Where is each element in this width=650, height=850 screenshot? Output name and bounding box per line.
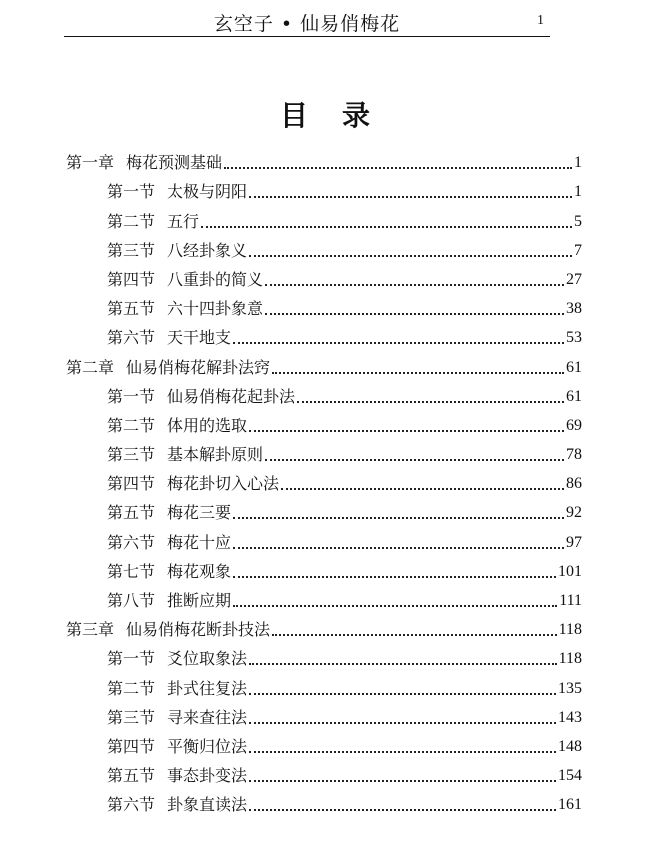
toc-section-entry[interactable]	[66, 730, 582, 759]
toc-entry-page: 61	[566, 387, 582, 405]
toc-entry-number: 第一节	[107, 386, 156, 406]
toc-entry-label	[107, 562, 231, 582]
toc-entry-label	[107, 679, 247, 699]
toc-entry-page: 7	[574, 241, 582, 259]
toc-section-entry[interactable]	[66, 642, 582, 671]
toc-entry-number: 第七节	[107, 561, 156, 581]
toc-entry-number: 第二节	[107, 415, 156, 435]
toc-entry-title: 梅花十应	[167, 532, 232, 552]
toc-entry-label	[107, 591, 231, 611]
dot-leader	[249, 255, 572, 257]
toc-section-entry[interactable]	[66, 467, 582, 496]
toc-entry-number: 第一章	[66, 153, 115, 173]
toc-entry-title: 卦式往复法	[167, 678, 248, 698]
dot-leader	[233, 547, 564, 549]
toc-section-entry[interactable]	[66, 263, 582, 292]
toc-entry-label	[107, 445, 263, 465]
dot-leader	[249, 196, 572, 198]
toc-section-entry[interactable]	[66, 584, 582, 613]
toc-entry-page: 27	[566, 270, 582, 288]
toc-chapter-entry[interactable]	[66, 350, 582, 379]
toc-entry-label	[107, 737, 247, 757]
toc-entry-number: 第八节	[107, 591, 156, 610]
toc-entry-number: 第三节	[107, 707, 156, 727]
toc-entry-page: 86	[566, 475, 582, 493]
toc-entry-page: 154	[558, 767, 582, 785]
toc-entry-page: 111	[559, 592, 582, 609]
toc-entry-title: 仙易俏梅花解卦法窍	[126, 357, 271, 377]
toc-entry-title: 八经卦象义	[167, 240, 248, 260]
toc-entry-number: 第二节	[107, 678, 156, 698]
toc-entry-label	[66, 358, 270, 378]
toc-entry-title: 仙易俏梅花断卦技法	[126, 620, 271, 640]
toc-entry-number: 第六节	[107, 328, 156, 348]
toc-entry-page: 61	[566, 358, 582, 376]
toc-entry-number: 第六节	[107, 795, 156, 815]
toc-entry-label	[107, 533, 231, 553]
dot-leader	[201, 226, 572, 228]
toc-section-entry[interactable]	[66, 234, 582, 263]
toc-entry-number: 第四节	[107, 269, 156, 289]
toc-entry-number: 第五节	[107, 766, 156, 786]
dot-leader	[249, 430, 564, 432]
toc-section-entry[interactable]	[66, 759, 582, 788]
dot-leader	[249, 751, 556, 753]
toc-entry-title: 平衡归位法	[167, 736, 248, 756]
toc-entry-label	[107, 708, 247, 728]
toc-entry-number: 第四节	[107, 474, 156, 494]
toc-entry-number: 第一节	[107, 182, 156, 202]
dot-leader	[272, 372, 564, 374]
toc-entry-number: 第三节	[107, 240, 156, 260]
toc-section-entry[interactable]	[66, 555, 582, 584]
toc-entry-page: 1	[574, 183, 582, 201]
toc-entry-page: 148	[558, 737, 582, 755]
toc-entry-page: 92	[566, 504, 582, 522]
toc-entry-label	[107, 387, 295, 407]
toc-entry-title: 仙易俏梅花起卦法	[167, 386, 296, 406]
dot-leader	[233, 517, 564, 519]
toc-section-entry[interactable]	[66, 525, 582, 554]
toc-entry-title: 六十四卦象意	[167, 299, 264, 319]
dot-leader	[233, 605, 557, 607]
toc-entry-page: 38	[566, 300, 582, 318]
toc-entry-title: 八重卦的简义	[167, 269, 264, 289]
toc-heading: 目录	[279, 99, 404, 132]
table-of-contents	[66, 146, 582, 817]
toc-entry-page: 118	[558, 621, 582, 639]
toc-entry-number: 第五节	[107, 299, 156, 319]
book-title: 玄空子 • 仙易俏梅花	[213, 13, 401, 35]
toc-entry-page: 78	[566, 446, 582, 464]
toc-entry-label	[107, 766, 247, 786]
dot-leader	[249, 693, 556, 695]
toc-entry-page: 97	[566, 533, 582, 551]
dot-leader	[265, 284, 564, 286]
toc-entry-number: 第三章	[66, 620, 115, 640]
toc-entry-page: 135	[558, 679, 582, 697]
toc-chapter-entry[interactable]	[66, 146, 582, 175]
toc-entry-title: 爻位取象法	[167, 649, 248, 669]
dot-leader	[233, 576, 556, 578]
toc-entry-page: 118	[558, 650, 582, 668]
toc-entry-label	[107, 503, 231, 523]
dot-leader	[249, 722, 556, 724]
toc-entry-page: 53	[566, 329, 582, 347]
toc-entry-title: 梅花卦切入心法	[167, 474, 280, 494]
running-header	[64, 8, 550, 37]
toc-entry-title: 基本解卦原则	[167, 445, 264, 465]
toc-entry-page: 101	[558, 562, 582, 580]
toc-section-entry[interactable]	[66, 671, 582, 700]
toc-section-entry[interactable]	[66, 496, 582, 525]
dot-leader	[249, 663, 557, 665]
toc-entry-title: 推断应期	[167, 591, 232, 610]
toc-entry-title: 体用的选取	[167, 415, 248, 435]
dot-leader	[281, 488, 564, 490]
page-number: 1	[537, 13, 544, 28]
dot-leader	[249, 780, 556, 782]
toc-section-entry[interactable]	[66, 175, 582, 204]
toc-section-entry[interactable]	[66, 409, 582, 438]
toc-entry-number: 第二节	[107, 211, 156, 231]
toc-entry-title: 梅花三要	[167, 503, 232, 523]
toc-entry-title: 卦象直读法	[167, 795, 248, 815]
dot-leader	[265, 313, 564, 315]
toc-entry-label	[107, 270, 263, 290]
toc-chapter-entry[interactable]	[66, 613, 582, 642]
toc-entry-title: 寻来查往法	[167, 707, 248, 727]
toc-entry-page: 1	[574, 154, 582, 172]
toc-entry-label	[66, 153, 222, 173]
toc-entry-number: 第二章	[66, 357, 115, 377]
toc-entry-title: 五行	[167, 211, 200, 231]
toc-entry-title: 梅花预测基础	[126, 153, 223, 173]
toc-entry-number: 第四节	[107, 736, 156, 756]
toc-entry-label	[107, 212, 199, 232]
toc-entry-number: 第一节	[107, 649, 156, 669]
toc-entry-number: 第三节	[107, 445, 156, 465]
toc-entry-page: 69	[566, 416, 582, 434]
toc-entry-title: 事态卦变法	[167, 766, 248, 786]
toc-entry-label	[107, 416, 247, 436]
toc-entry-label	[107, 474, 279, 494]
toc-entry-label	[66, 620, 270, 640]
toc-entry-label	[107, 649, 247, 669]
toc-entry-label	[107, 328, 231, 348]
toc-entry-label	[107, 795, 247, 815]
toc-entry-label	[107, 299, 263, 319]
toc-entry-title: 天干地支	[167, 328, 232, 348]
toc-section-entry[interactable]	[66, 438, 582, 467]
dot-leader	[249, 809, 556, 811]
toc-section-entry[interactable]	[66, 292, 582, 321]
toc-section-entry[interactable]	[66, 788, 582, 817]
toc-entry-number: 第六节	[107, 532, 156, 552]
toc-entry-label	[107, 241, 247, 261]
dot-leader	[233, 342, 564, 344]
dot-leader	[224, 167, 572, 169]
dot-leader	[297, 401, 564, 403]
toc-entry-page: 161	[558, 796, 582, 814]
toc-section-entry[interactable]	[66, 380, 582, 409]
toc-section-entry[interactable]	[66, 204, 582, 233]
toc-entry-number: 第五节	[107, 503, 156, 523]
toc-section-entry[interactable]	[66, 321, 582, 350]
toc-entry-title: 太极与阴阳	[167, 182, 248, 202]
dot-leader	[272, 634, 557, 636]
toc-entry-page: 5	[574, 212, 582, 230]
toc-entry-label	[107, 182, 247, 202]
dot-leader	[265, 459, 564, 461]
toc-entry-title: 梅花观象	[167, 561, 232, 581]
toc-section-entry[interactable]	[66, 701, 582, 730]
toc-entry-page: 143	[558, 708, 582, 726]
